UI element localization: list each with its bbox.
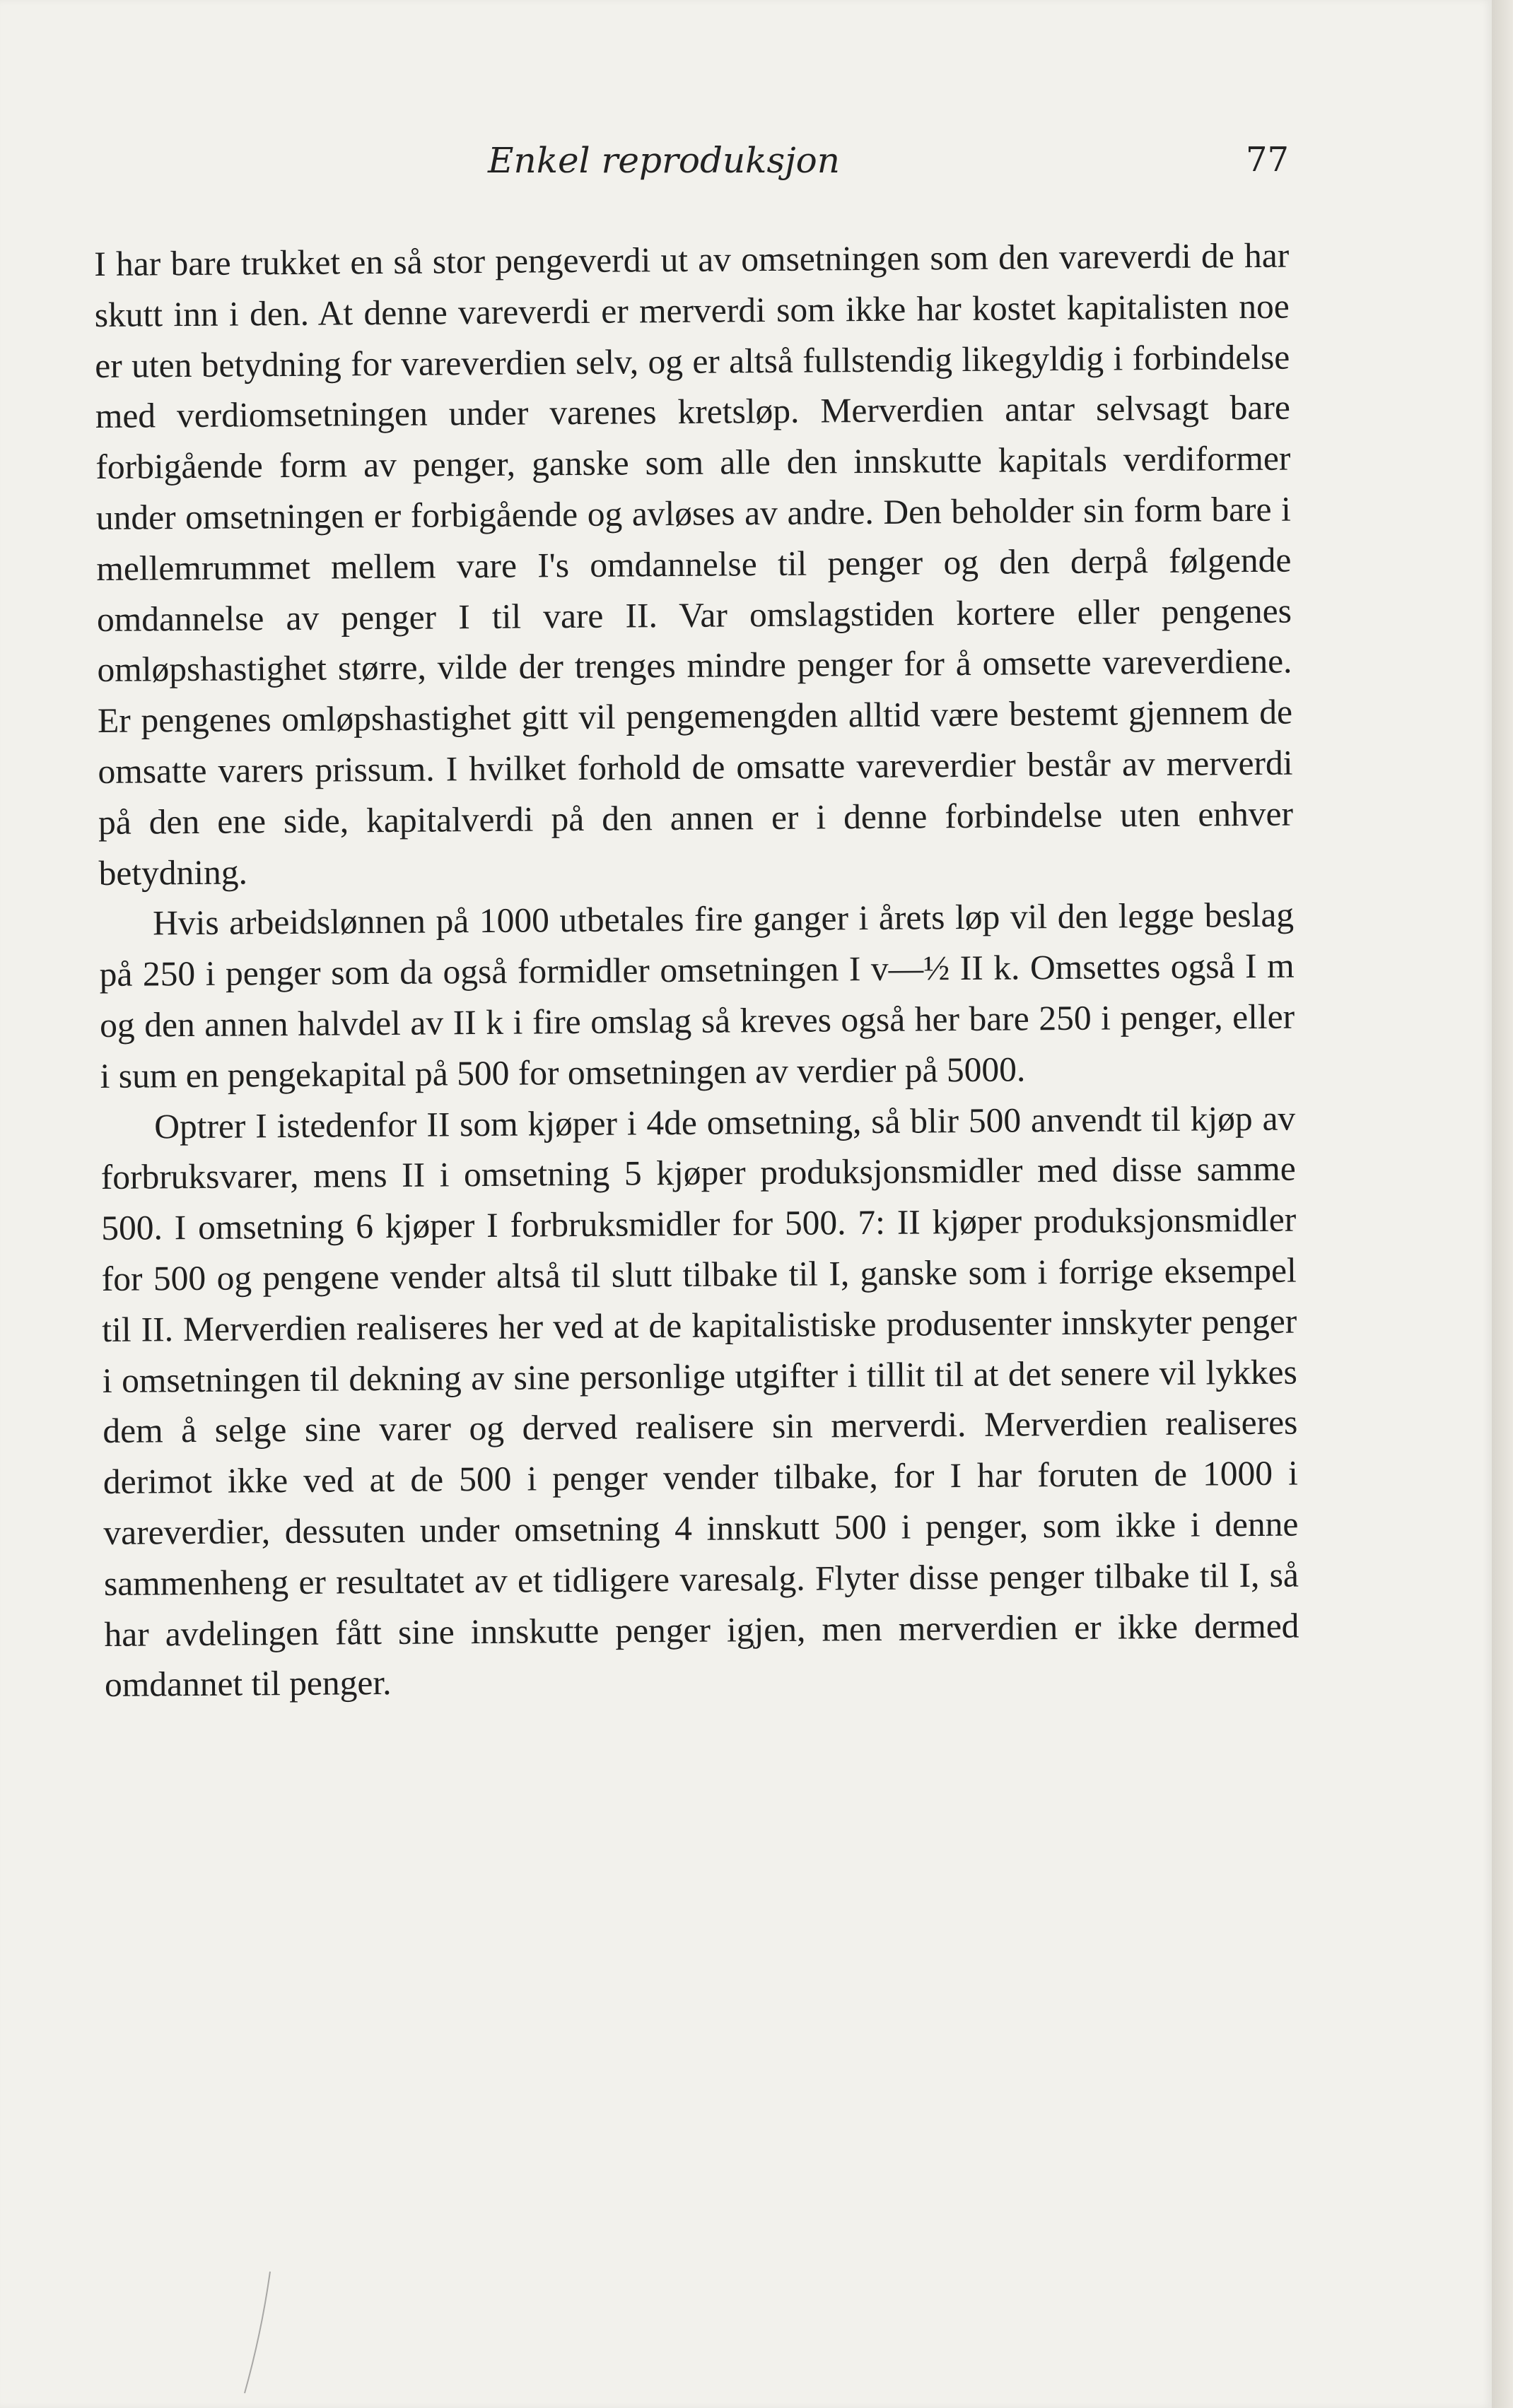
paragraph-3: Optrer I istedenfor II som kjøper i 4de omsetning, så blir 500 anvendt til kjøp av forbruksvarer, mens II i omsetning 5 kjøper produksjonsmidler med disse samme 500. I omsetning 6 kjøper I forbruksmidler for 500. 7: II kjøper produksjonsmidler for 500 og pengene vender altså til slutt tilbake til I, ganske som i forrige eksempel til II. Merverdien realiseres her ved at de kapitalistiske produsenter innskyter penger i omsetningen til dekning av sine personlige utgifter i tillit til at det senere vil lykkes dem å selge sine varer og derved realisere sin merverdi. Merverdien realiseres derimot ikke ved at de 500 i penger vender tilbake, for I har foruten de 1000 i vareverdier, dessuten under omsetning 4 innskutt 500 i penger, som ikke i denne sammenheng er resultatet av et tidligere varesalg. Flyter disse penger tilbake til I, så har avdelingen fått sine innskutte penger igjen, men merverdien er ikke dermed omdannet til penger. (100, 1098, 1299, 1705)
page-edge (1492, 0, 1513, 2408)
paragraph-1: I har bare trukket en så stor pengeverdi ut av omsetningen som den vareverdi de har skutt inn i den. At denne vareverdi er merverdi som ikke har kostet kapitalisten noe er uten betydning for vareverdien selv, og er altså fullstendig likegyldig i forbindelse med verdiomsetningen under varenes kretsløp. Merverdien antar selvsagt bare forbigående form av penger, ganske som alle den innskutte kapitals verdiformer under omsetningen er forbigående og avløses av andre. Den beholder sin form bare i mellemrummet mellem vare I's omdannelse til penger og den derpå følgende omdannelse av penger I til vare II. Var omslagstiden kortere eller pengenes omløpshastighet større, vilde der trenges mindre penger for å omsette vareverdiene. Er pengenes omløpshastighet gitt vil pengemengden alltid være bestemt gjennem de omsatte varers prissum. I hvilket forhold de omsatte vareverdier består av merverdi på den ene side, kapitalverdi på den annen er i denne forbindelse uten enhver betydning. (94, 235, 1294, 893)
running-title: Enkel reproduksjon (488, 140, 840, 181)
running-head (0, 140, 1492, 189)
pencil-mark (240, 2269, 283, 2396)
paragraph-2: Hvis arbeidslønnen på 1000 utbetales fire ganger i årets løp vil den legge beslag på 250 i penger som da også formidler omsetningen I v—½ II k. Omsettes også I m og den annen halvdel av II k i fire omslag så kreves også her bare 250 i penger, eller i sum en pengekapital på 500 for omsetningen av verdier på 5000. (99, 895, 1295, 1096)
page-number: 77 (1246, 140, 1290, 180)
body-text (94, 230, 1299, 1710)
